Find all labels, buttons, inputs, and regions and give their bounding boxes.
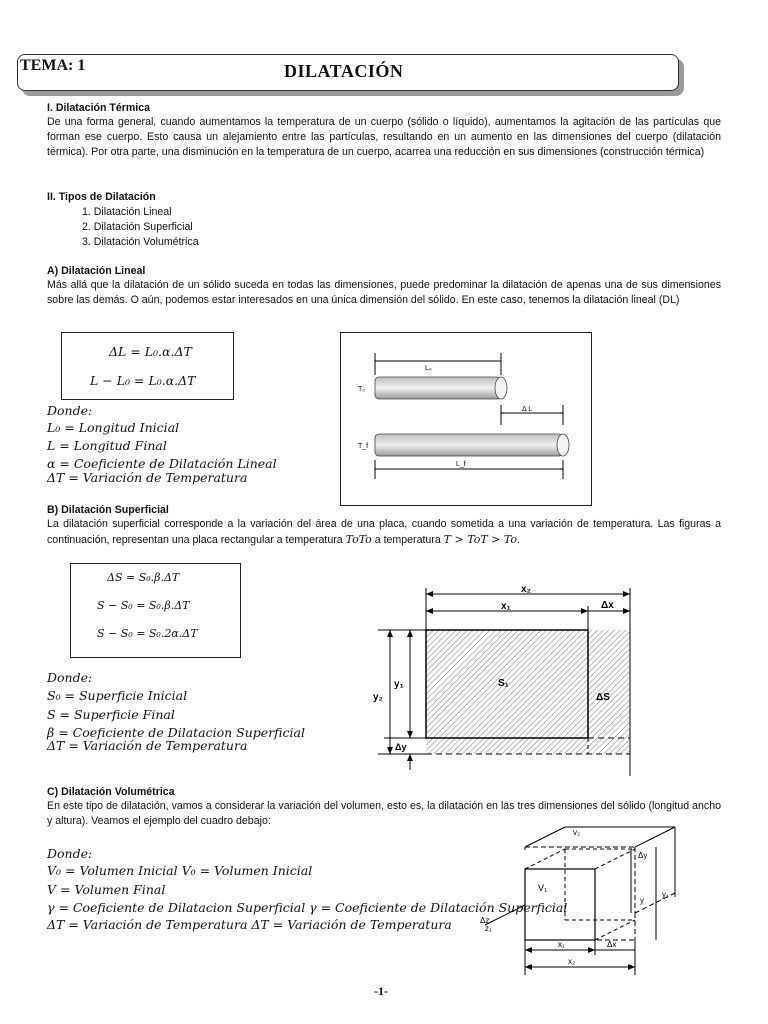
dy-label: Δy xyxy=(638,851,648,860)
y1-label: y₁ xyxy=(662,890,669,899)
lineal-def-l: L = Longitud Final xyxy=(47,438,167,453)
volumetrica-body: En este tipo de dilatación, vamos a considerar la variación del volumen, esto es, la dilatación en las tres dimensiones del sólido (longitud ancho y altura). Veamos el ejemplo del cuadro debajo: xyxy=(47,800,721,827)
volumetrica-def-dt: ΔT = Variación de Temperatura ΔT = Variación de Temperatura xyxy=(47,917,452,932)
superficial-def-beta: β = Coeficiente de Dilatacion Superficial xyxy=(47,725,305,740)
lineal-formula-box xyxy=(61,332,234,400)
y2-label: y₂ xyxy=(373,692,384,703)
page-title: DILATACIÓN xyxy=(284,61,404,81)
dl-label: Δ L xyxy=(522,406,533,413)
list-item: 3. Dilatación Volumétrica xyxy=(82,236,199,248)
types-list xyxy=(82,205,199,250)
superficial-donde: Donde: xyxy=(47,670,93,685)
x1-label: x₁ xyxy=(558,940,565,949)
list-item: 1. Dilatación Lineal xyxy=(82,206,172,218)
lineal-body: Más allá que la dilatación de un sólido suceda en todas las dimensiones, puede predominar la dilatación de apenas una de sus dimensiones sobre las demás. O aún, podemos estar interesados en una única dimensión del sólido. En este caso, tenemos la dilatación lineal (DL) xyxy=(47,279,721,306)
superficial-body: La dilatación superficial corresponde a la variación del área de una placa, cuando sometida a una variación de temperatura. Las figuras a continuación, representan una placa rectangular a temperatura ToTo a temperatura T > ToT > To. xyxy=(47,518,721,546)
rod-initial xyxy=(375,377,501,399)
section-types-heading: II. Tipos de Dilatación xyxy=(47,191,156,203)
v2-label: v₂ xyxy=(573,828,581,837)
l0-label: L₀ xyxy=(425,365,432,372)
v1-label: V₁ xyxy=(538,883,548,893)
lineal-heading: A) Dilatación Lineal xyxy=(47,265,146,277)
lineal-formula-2: L − L₀ = L₀.α.ΔT xyxy=(90,373,196,388)
volumetrica-heading: C) Dilatación Volumétrica xyxy=(47,786,175,798)
ds-label: ΔS xyxy=(596,692,610,703)
rod-final xyxy=(375,434,563,456)
superficial-heading: B) Dilatación Superficial xyxy=(47,504,169,516)
x2-label: x₂ xyxy=(521,584,532,595)
superficial-formula-2: S − S₀ = S₀.β.ΔT xyxy=(97,599,190,612)
section-thermal-body: De una forma general, cuando aumentamos la temperatura de un cuerpo (sólido o líquido), aumentamos la agitación de las partículas que forman ese cuerpo. Esto causa un alejamiento entre las partículas, resultando en un aumento en las dimensiones del cuerpo (dilatación térmica). Por otra parte, una disminución en la temperatura de un cuerpo, acarrea una reducción en sus dimensiones (construcción térmica) xyxy=(47,116,721,158)
x2-label: x₂ xyxy=(568,957,576,966)
s1-label: S₁ xyxy=(498,678,509,689)
lineal-donde: Donde: xyxy=(47,403,93,418)
rods-figure xyxy=(340,332,592,506)
dz-label: Δz xyxy=(480,916,490,925)
list-item: 2. Dilatación Superficial xyxy=(82,221,193,233)
volumetrica-def-v0: V₀ = Volumen Inicial V₀ = Volumen Inicial xyxy=(47,863,313,878)
lineal-def-alpha: α = Coeficiente de Dilatación Lineal xyxy=(47,456,277,471)
lineal-formula-1: ΔL = L₀.α.ΔT xyxy=(109,344,192,359)
superficial-def-dt: ΔT = Variación de Temperatura xyxy=(47,738,248,753)
volumetrica-def-gamma: γ = Coeficiente de Dilatacion Superficial γ = Coeficiente de Dilatación Superficial xyxy=(47,900,568,915)
y-label: y xyxy=(640,896,644,905)
superficial-formula-1: ΔS = S₀.β.ΔT xyxy=(107,571,180,584)
page-number: -1- xyxy=(374,984,388,998)
t0-label: T₀ xyxy=(358,386,366,393)
y1-label: y₁ xyxy=(394,679,404,690)
volumetrica-donde: Donde: xyxy=(47,846,93,861)
plate-figure xyxy=(370,580,645,780)
z1-label: z₁ xyxy=(485,924,492,933)
cube-figure xyxy=(455,825,690,985)
superficial-formula-3: S − S₀ = S₀.2α.ΔT xyxy=(97,627,198,640)
dy-label: Δy xyxy=(395,742,407,752)
superficial-def-s0: S₀ = Superficie Inicial xyxy=(47,688,188,703)
tf-label: T_f xyxy=(358,443,369,450)
lineal-def-l0: L₀ = Longitud Inicial xyxy=(47,420,180,435)
header-box xyxy=(17,54,679,91)
dx-label: Δx xyxy=(601,600,614,611)
x1-label: x₁ xyxy=(501,601,511,612)
dx-label: Δx xyxy=(607,940,617,949)
volumetrica-def-v: V = Volumen Final xyxy=(47,882,166,897)
section-thermal-heading: I. Dilatación Térmica xyxy=(47,102,151,114)
superficial-def-s: S = Superficie Final xyxy=(47,707,175,722)
cube-initial xyxy=(525,869,595,940)
lf-label: L_f xyxy=(456,461,466,468)
superficial-formula-box xyxy=(70,563,241,658)
lineal-def-dt: ΔT = Variación de Temperatura xyxy=(47,470,248,485)
tema-label: TEMA: 1 xyxy=(20,57,86,74)
